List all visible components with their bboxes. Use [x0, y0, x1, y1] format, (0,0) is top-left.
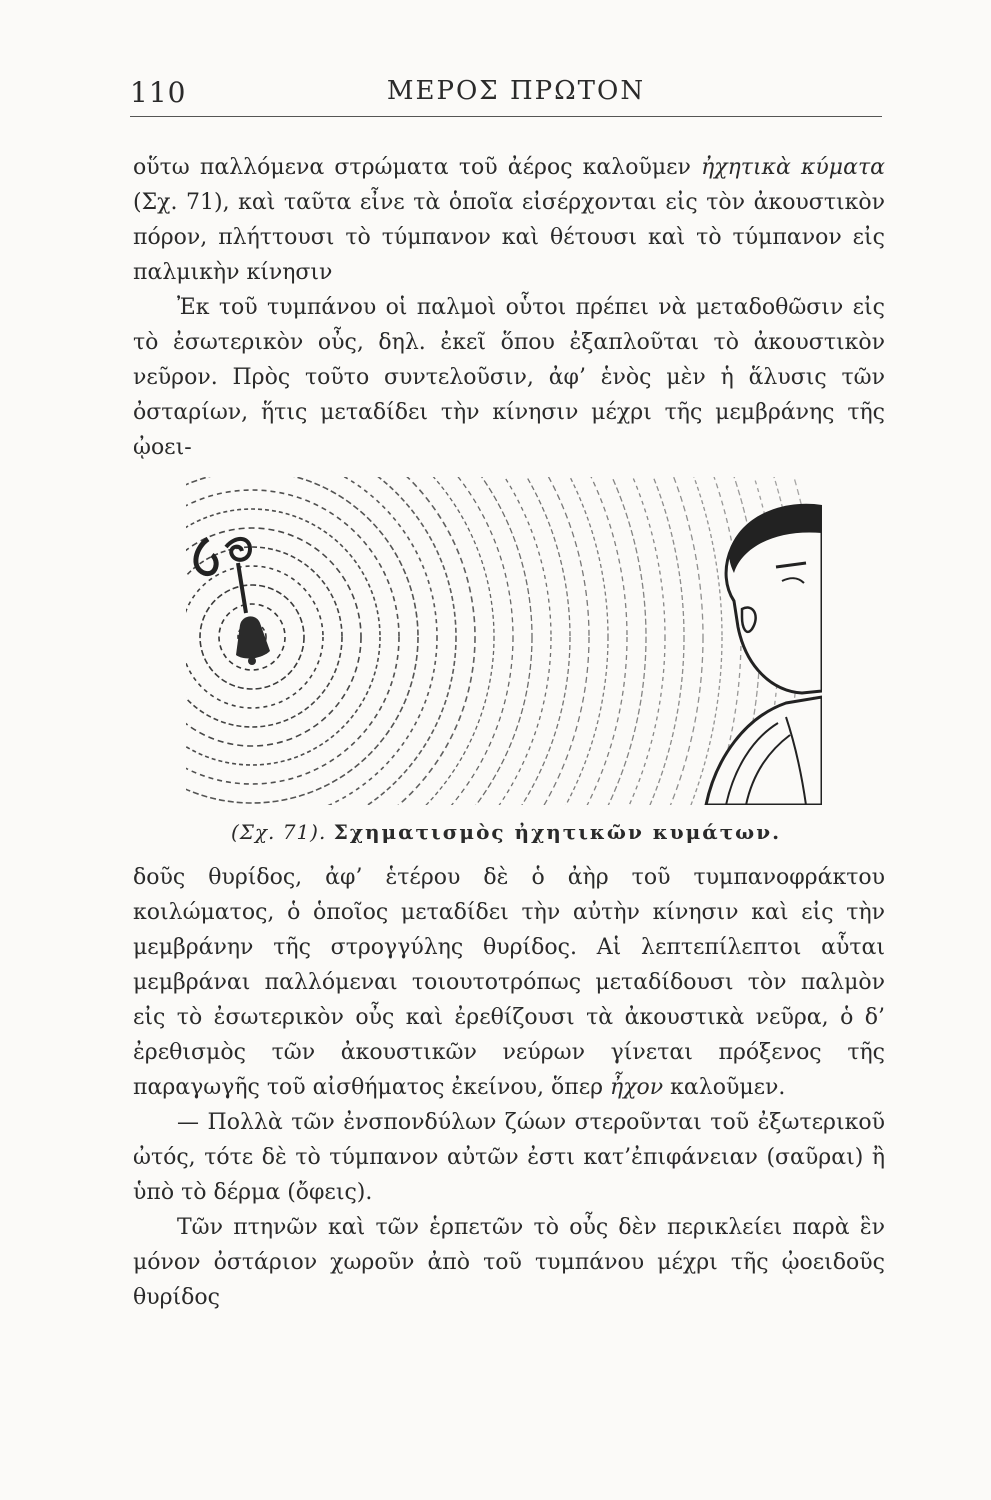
figure-reference: (Σχ. 71). — [230, 820, 327, 844]
text-run: (Σχ. 71), καὶ ταῦτα εἶνε τὰ ὁποῖα εἰσέρχονται εἰς τὸν ἀκουστικὸν πόρον, πλήττουσι τὸ τύμπανον καὶ θέτουσι καὶ τὸ τύμπανον εἰς παλμικὴν κίνησιν — [133, 190, 885, 285]
sound-wave-arcs — [186, 477, 817, 805]
sound-wave-arc — [186, 477, 817, 805]
sound-wave-arc — [186, 477, 513, 805]
emphasis-term: ἠχητικὰ κύματα — [701, 155, 885, 180]
listener-head-icon — [706, 504, 822, 805]
sound-wave-arc — [186, 477, 475, 805]
sound-wave-arc — [186, 477, 760, 805]
sound-wave-arc — [186, 528, 361, 746]
paragraph: Ἐκ τοῦ τυμπάνου οἱ παλμοὶ οὗτοι πρέπει νὰ μεταδοθῶσιν εἰς τὸ ἐσωτερικὸν οὖς, δηλ. ἐκεῖ ὅπου ἐξαπλοῦται τὸ ἀκουστικὸν νεῦρον. Πρὸς τοῦτο συντελοῦσιν, ἀφ’ ἑνὸς μὲν ἡ ἅλυσις τῶν ὀσταρίων, ἥτις μεταδίδει τὴν κίνησιν μέχρι τῆς μεμβράνης τῆς ᾠοει- — [133, 295, 885, 460]
sound-wave-arc — [186, 477, 456, 805]
sound-wave-arc — [186, 477, 741, 805]
text-run: καλοῦμεν. — [663, 1075, 786, 1100]
figure-caption — [186, 820, 826, 844]
body-text-bottom — [133, 860, 885, 1315]
bell-icon — [196, 539, 270, 665]
sound-wave-arc — [186, 477, 494, 805]
paragraph: Τῶν πτηνῶν καὶ τῶν ἑρπετῶν τὸ οὖς δὲν περικλείει παρὰ ἓν μόνον ὀστάριον χωροῦν ἀπὸ τοῦ τυμπάνου μέχρι τῆς ᾠοειδοῦς θυρίδος — [133, 1215, 885, 1310]
text-run: δοῦς θυρίδος, ἀφ’ ἑτέρου δὲ ὁ ἀὴρ τοῦ τυμπανοφράκτου κοιλώματος, ὁ ὁποῖος μεταδίδει τὴν αὐτὴν κίνησιν καὶ εἰς τὴν μεμβράνην τῆς στρογγύλης θυρίδος. Αἱ λεπτεπίλεπτοι αὗται μεμβράναι παλλόμεναι τοιουτοτρόπως μεταδίδουσι τὸν παλμὸν εἰς τὸ ἐσωτερικὸν οὖς καὶ ἐρεθίζουσι τὰ ἀκουστικὰ νεῦρα, ὁ δ’ ἐρεθισμὸς τῶν ἀκουστικῶν νεύρων γίνεται πρόξενος τῆς παραγωγῆς τοῦ αἰσθήματος ἐκείνου, ὅπερ — [133, 865, 885, 1100]
figure-title: Σχηματισμὸς ἠχητικῶν κυμάτων. — [333, 820, 782, 844]
sound-wave-arc — [186, 509, 380, 765]
sound-wave-arc — [186, 477, 779, 805]
paragraph — [133, 150, 885, 290]
page-number: 110 — [130, 76, 187, 109]
text-run: οὕτω παλλόμενα στρώματα τοῦ ἀέρος καλοῦμεν — [133, 155, 702, 180]
sound-waves-illustration — [186, 477, 822, 805]
body-text-top — [133, 150, 885, 465]
paragraph: — Πολλὰ τῶν ἐνσπονδύλων ζώων στεροῦνται τοῦ ἐξωτερικοῦ ὠτός, τότε δὲ τὸ τύμπανον αὐτῶν ἐστι κατ’ἐπιφάνειαν (σαῦραι) ἢ ὑπὸ τὸ δέρμα (ὄφεις). — [133, 1110, 885, 1205]
paragraph — [133, 860, 885, 1105]
running-head: ΜΕΡΟΣ ΠΡΩΤΟΝ — [386, 76, 646, 106]
emphasis-term: ἦχον — [610, 1075, 664, 1100]
page-header — [130, 76, 882, 117]
